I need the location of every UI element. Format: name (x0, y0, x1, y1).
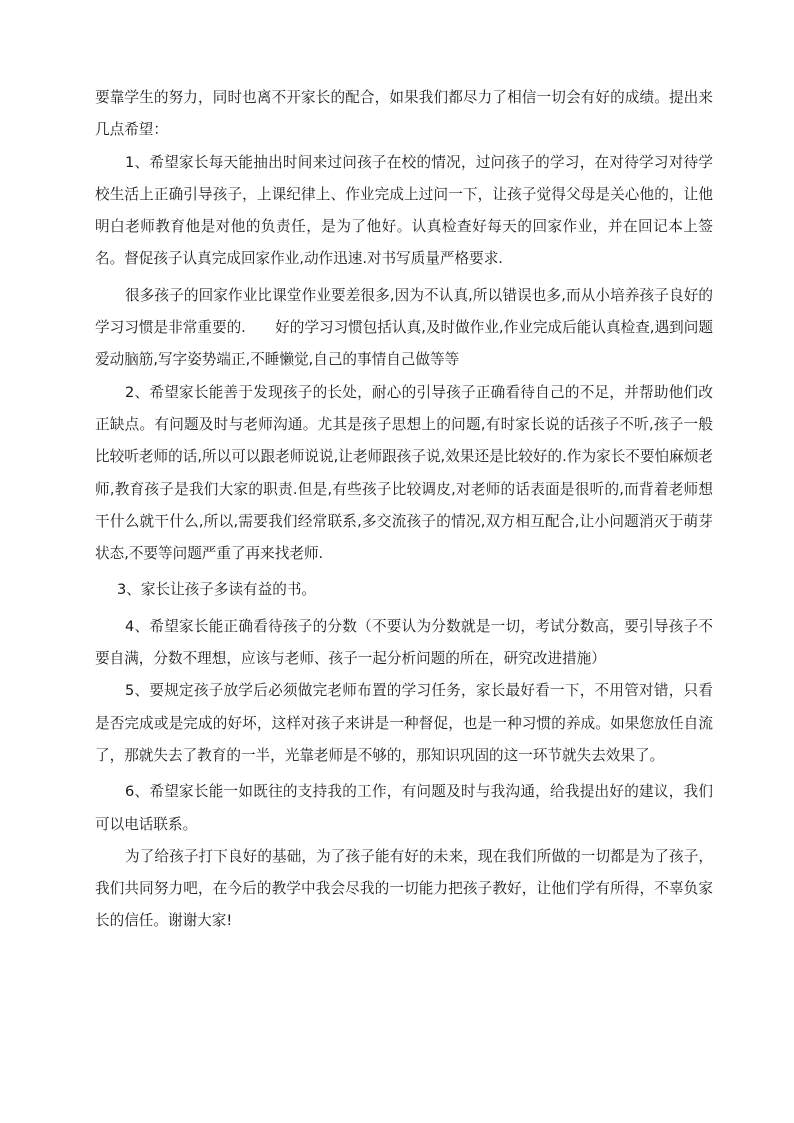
paragraph-item-6: 6、希望家长能一如既往的支持我的工作，有问题及时与我沟通，给我提出好的建议，我们可以电话联系。 (95, 783, 713, 833)
paragraph-item-2: 2、希望家长能善于发现孩子的长处，耐心的引导孩子正确看待自己的不足，并帮助他们改正缺点。有问题及时与老师沟通。尤其是孩子思想上的问题,有时家长说的话孩子不听,孩子一般比较听老师的话,所以可以跟老师说说,让老师跟孩子说,效果还是比较好的.作为家长不要怕麻烦老师,教育孩子是我们大家的职责.但是,有些孩子比较调皮,对老师的话表面是很听的,而背着老师想干什么就干什么,所以,需要我们经常联系,多交流孩子的情况,双方相互配合,让小问题消灭于萌芽状态,不要等问题严重了再来找老师. (95, 383, 713, 563)
document-body (95, 82, 713, 938)
paragraph-item-5: 5、要规定孩子放学后必须做完老师布置的学习任务，家长最好看一下，不用管对错，只看是否完成或是完成的好坏，这样对孩子来讲是一种督促，也是一种习惯的养成。如果您放任自流了，那就失去了教育的一半，光靠老师是不够的，那知识巩固的这一环节就失去效果了。 (95, 682, 713, 764)
paragraph-item-3: 3、家长让孩子多读有益的书。 (117, 581, 317, 599)
paragraph-item-1: 1、希望家长每天能抽出时间来过问孩子在校的情况，过问孩子的学习，在对待学习对待学校生活上正确引导孩子，上课纪律上、作业完成上过问一下，让孩子觉得父母是关心他的，让他明白老师教育他是对他的负责任，是为了他好。认真检查好每天的回家作业，并在回记本上签名。督促孩子认真完成回家作业,动作迅速.对书写质量严格要求. (95, 153, 713, 268)
paragraph-homework-habits: 很多孩子的回家作业比课堂作业要差很多,因为不认真,所以错误也多,而从小培养孩子良好的学习习惯是非常重要的. 好的学习习惯包括认真,及时做作业,作业完成后能认真检查,遇到问题爱动脑筋,写字姿势端正,不睡懒觉,自己的事情自己做等等 (95, 286, 713, 369)
paragraph-intro: 要靠学生的努力，同时也离不开家长的配合，如果我们都尽力了相信一切会有好的成绩。提出来几点希望： (95, 89, 713, 139)
paragraph-item-4: 4、希望家长能正确看待孩子的分数（不要认为分数就是一切，考试分数高，要引导孩子不要自满，分数不理想，应该与老师、孩子一起分析问题的所在，研究改进措施） (95, 617, 713, 668)
paragraph-closing: 为了给孩子打下良好的基础，为了孩子能有好的未来，现在我们所做的一切都是为了孩子，我们共同努力吧，在今后的教学中我会尽我的一切能力把孩子教好，让他们学有所得，不辜负家长的信任。谢谢大家! (95, 847, 713, 930)
